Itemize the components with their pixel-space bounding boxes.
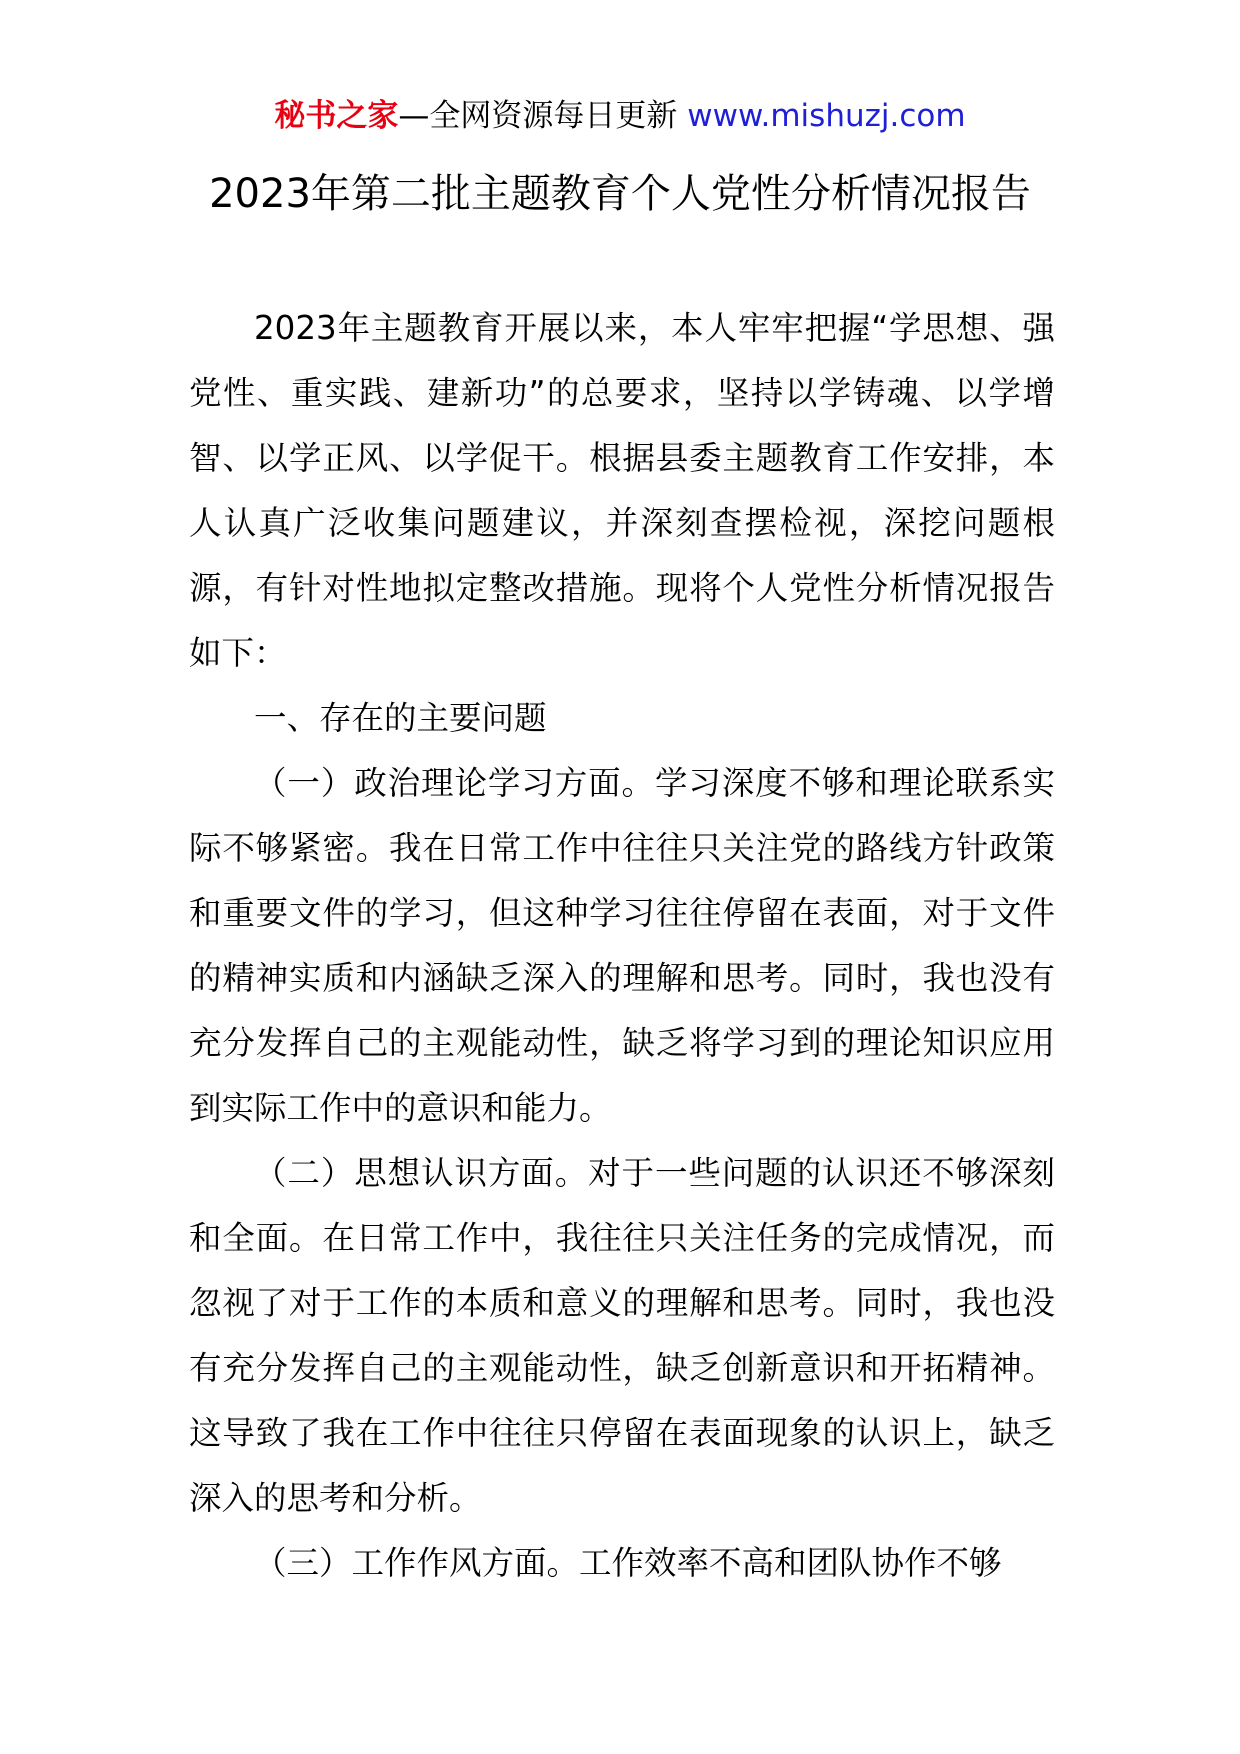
paragraph-section-1: （一）政治理论学习方面。学习深度不够和理论联系实际不够紧密。我在日常工作中往往只关注党的路线方针政策和重要文件的学习，但这种学习往往停留在表面，对于文件的精神实质和内涵缺乏深入的理解和思考。同时，我也没有充分发挥自己的主观能动性，缺乏将学习到的理论知识应用到实际工作中的意识和能力。 [189,764,1055,1127]
paragraph-intro: 2023年主题教育开展以来，本人牢牢把握“学思想、强党性、重实践、建新功”的总要求，坚持以学铸魂、以学增智、以学正风、以学促干。根据县委主题教育工作安排，本人认真广泛收集问题建议，并深刻查摆检视，深挖问题根源，有针对性地拟定整改措施。现将个人党性分析情况报告如下： [189,309,1055,672]
section-heading: 一、存在的主要问题 [254,699,547,737]
document-header [0,96,1240,136]
paragraph-section-3: （三）工作作风方面。工作效率不高和团队协作不够 [254,1544,1002,1582]
paragraph-section-2: （二）思想认识方面。对于一些问题的认识还不够深刻和全面。在日常工作中，我往往只关注任务的完成情况，而忽视了对于工作的本质和意义的理解和思考。同时，我也没有充分发挥自己的主观能动性，缺乏创新意识和开拓精神。这导致了我在工作中往往只停留在表面现象的认识上，缺乏深入的思考和分析。 [189,1154,1055,1517]
document-body [189,296,1055,1596]
header-brand: 秘书之家 [274,98,399,134]
header-tagline: —全网资源每日更新 [398,98,678,134]
document-title: 2023年第二批主题教育个人党性分析情况报告 [209,171,1031,217]
header-url[interactable]: www.mishuzj.com [687,98,966,134]
